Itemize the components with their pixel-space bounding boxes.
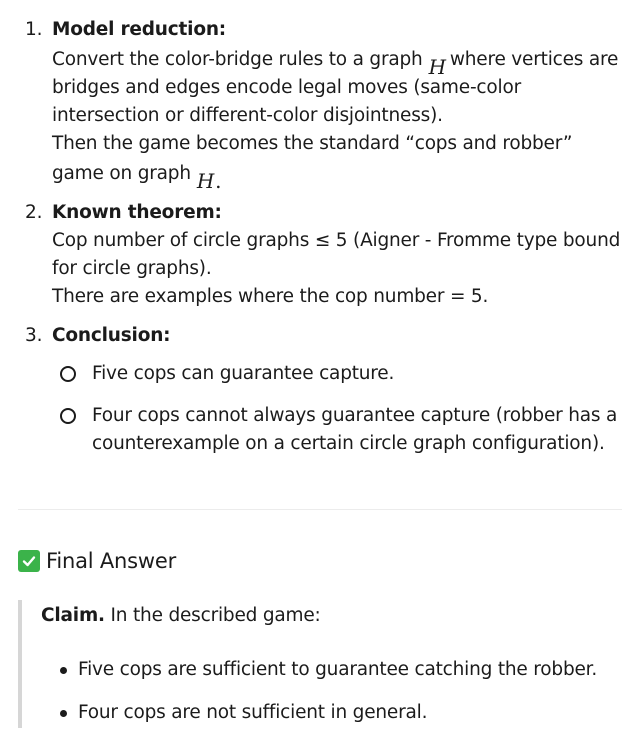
- text-run: Convert the color-bridge rules to a graph: [52, 49, 423, 70]
- bullet-dot: [60, 710, 67, 717]
- list-item: [60, 402, 626, 458]
- step-paragraph: There are examples where the cop number = 5.: [52, 286, 489, 307]
- claim-line: [41, 602, 321, 630]
- list-item: [60, 656, 620, 684]
- math-variable: H: [196, 169, 215, 193]
- list-item-text: Four cops cannot always guarantee capture (robber has a counterexample on a certain circle graph configuration).: [92, 405, 618, 454]
- step-heading: Known theorem:: [52, 202, 222, 223]
- conclusion-list: [52, 360, 626, 458]
- circle-icon: [60, 366, 76, 382]
- list-item: [60, 360, 626, 388]
- final-answer-heading: [18, 545, 176, 577]
- step-known-theorem: [0, 199, 640, 311]
- text-run: Then the game becomes the standard “cops and robber” game on graph: [52, 133, 573, 184]
- text-run: .: [215, 169, 222, 193]
- claim-text: In the described game:: [110, 605, 321, 626]
- text-run: where vertices are bridges and edges encode legal moves (same-color intersection or different-color disjointness).: [52, 49, 619, 126]
- list-item-text: Five cops are sufficient to guarantee catching the robber.: [78, 659, 598, 680]
- step-heading: Conclusion:: [52, 325, 171, 346]
- reasoning-steps: [0, 16, 640, 458]
- step-number: 1.: [25, 19, 43, 40]
- list-item: [60, 699, 620, 727]
- final-answer-quote: [18, 600, 626, 728]
- step-paragraph: [52, 44, 626, 130]
- bullet-dot: [60, 667, 67, 674]
- check-mark-icon: [18, 550, 40, 572]
- claim-label: Claim.: [41, 605, 105, 626]
- step-paragraph: Cop number of circle graphs ≤ 5 (Aigner - Fromme type bound for circle graphs).: [52, 230, 621, 279]
- step-number: 2.: [25, 202, 43, 223]
- circle-icon: [60, 408, 76, 424]
- list-item-text: Four cops are not sufficient in general.: [78, 702, 428, 723]
- step-conclusion: [0, 322, 640, 458]
- final-answer-title: Final Answer: [46, 549, 177, 573]
- claim-bullets: [60, 656, 620, 727]
- step-heading: Model reduction:: [52, 19, 227, 40]
- check-mark-glyph: [21, 553, 37, 569]
- step-number: 3.: [25, 325, 43, 346]
- step-model-reduction: [0, 16, 640, 193]
- math-variable: H: [428, 55, 446, 79]
- step-paragraph: [52, 130, 626, 193]
- section-divider: [18, 509, 622, 510]
- list-item-text: Five cops can guarantee capture.: [92, 363, 395, 384]
